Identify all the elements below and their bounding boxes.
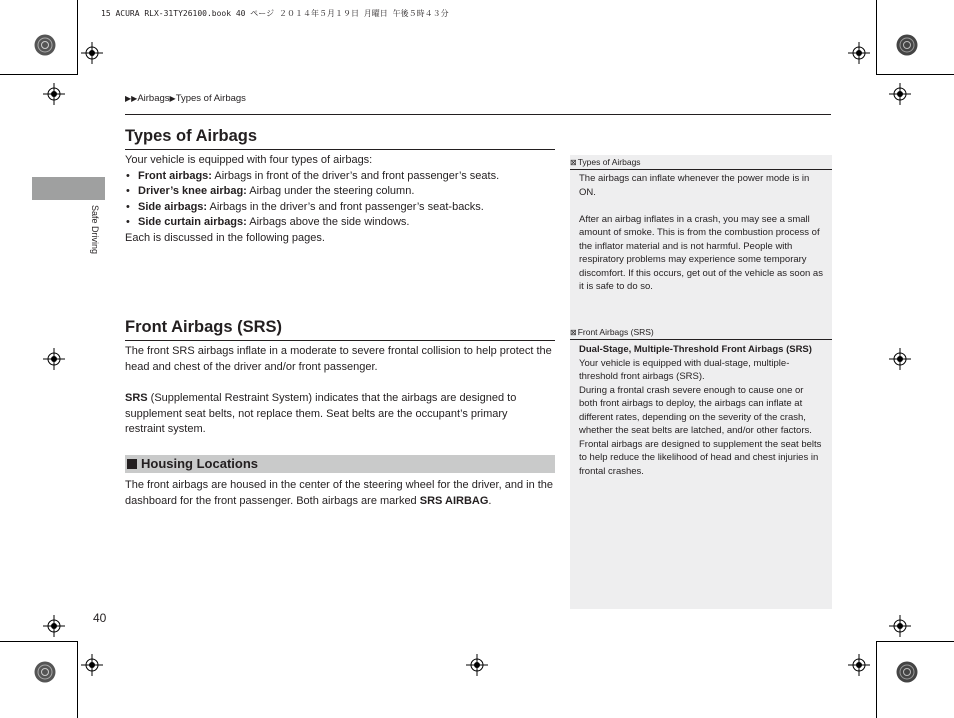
list-item [125, 200, 555, 216]
note-header-text: Front Airbags (SRS) [577, 327, 654, 337]
registration-mark-icon [889, 83, 911, 105]
registration-mark-icon [848, 654, 870, 676]
registration-mark-icon [43, 348, 65, 370]
housing-paragraph [125, 478, 557, 509]
list-item-term: Front airbags: [138, 169, 212, 182]
registration-mark-icon [889, 615, 911, 637]
note-paragraph: During a frontal crash severe enough to cause one or both front airbags to deploy, the airbags can inflate at different rates, depending on the severity of the crash, whether the seat belts are latched, and/or other factors. Frontal airbags are designed to supplement the seat belts to help reduce the likelihood of head and chest injuries in frontal crashes. [579, 384, 822, 477]
section-title-rule [125, 340, 555, 341]
registration-mark-icon [889, 348, 911, 370]
color-rosette-icon [34, 661, 56, 683]
airbag-type-list [125, 169, 555, 231]
registration-mark-icon [43, 83, 65, 105]
section2-p2 [125, 391, 545, 438]
chapter-tab-label: Safe Driving [90, 205, 100, 255]
breadcrumb [125, 93, 246, 104]
section-title-types-of-airbags: Types of Airbags [125, 127, 258, 145]
note-header-front [570, 325, 832, 340]
list-item-term: Driver’s knee airbag: [138, 185, 247, 197]
page-number: 40 [93, 611, 107, 625]
note-header-types [570, 155, 832, 170]
breadcrumb-arrow-icon: ▶ [169, 94, 176, 103]
color-rosette-icon [896, 34, 918, 56]
list-item-text: Airbags above the side windows. [246, 216, 410, 228]
section1-outro: Each is discussed in the following pages. [125, 231, 325, 244]
note-paragraph: The airbags can inflate whenever the power mode is in ON. [579, 173, 810, 198]
section2-p1: The front SRS airbags inflate in a moderate to severe frontal collision to help protect the head and chest of the driver and/or front passenger. [125, 345, 552, 373]
color-rosette-icon [34, 34, 56, 56]
list-item-text: Airbag under the steering column. [246, 185, 415, 197]
registration-mark-icon [466, 654, 488, 676]
chapter-tab[interactable] [32, 177, 105, 200]
note-types-body [579, 172, 824, 294]
reference-arrow-icon: ⊠ [570, 328, 577, 337]
note-paragraph: Your vehicle is equipped with dual-stage, multiple-threshold front airbags (SRS). [579, 357, 790, 382]
header-rule [125, 114, 831, 115]
note-bold-title: Dual-Stage, Multiple-Threshold Front Airbags (SRS) [579, 344, 812, 355]
list-item-text: Airbags in front of the driver’s and front passenger’s seats. [211, 169, 500, 182]
registration-mark-icon [81, 42, 103, 64]
section1-intro: Your vehicle is equipped with four types of airbags: [125, 154, 373, 166]
breadcrumb-link-types[interactable]: Types of Airbags [175, 93, 246, 104]
registration-mark-icon [81, 654, 103, 676]
note-front-body [579, 343, 824, 478]
subsection-heading-housing [125, 455, 555, 473]
srs-airbag-marking: SRS AIRBAG [419, 494, 489, 507]
print-header: 15 ACURA RLX-31TY26100.book 40 ページ ２０１４年５月１９日 月曜日 午後５時４３分 [101, 9, 449, 18]
housing-text-end: . [488, 494, 492, 507]
srs-term: SRS [125, 392, 148, 404]
housing-text: The front airbags are housed in the center of the steering wheel for the driver, and in the dashboard for the front passenger. Both airbags are marked [125, 479, 554, 507]
registration-mark-icon [43, 615, 65, 637]
list-item [125, 215, 555, 231]
square-bullet-icon [127, 459, 137, 469]
note-header-text: Types of Airbags [577, 157, 641, 167]
subsection-heading-text: Housing Locations [141, 456, 258, 471]
reference-arrow-icon: ⊠ [570, 158, 577, 167]
list-item-term: Side curtain airbags: [138, 216, 247, 228]
section1-body [125, 153, 555, 246]
list-item-text: Airbags in the driver’s and front passenger’s seat-backs. [207, 200, 484, 213]
color-rosette-icon [896, 661, 918, 683]
srs-definition: (Supplemental Restraint System) indicates that the airbags are designed to supplement seat belts, not replace them. Seat belts are the occupant’s primary restraint system. [125, 392, 517, 435]
list-item [125, 184, 555, 200]
section-title-rule [125, 149, 555, 150]
breadcrumb-arrow-icon: ▶▶ [125, 94, 138, 103]
list-item-term: Side airbags: [138, 200, 208, 213]
note-paragraph: After an airbag inflates in a crash, you may see a small amount of smoke. This is from the combustion process of the inflator material and is not harmful. People with respiratory problems may experience some temporary discomfort. If this occurs, get out of the vehicle as soon as it is safe to do so. [579, 213, 823, 292]
breadcrumb-link-airbags[interactable]: Airbags [137, 93, 170, 104]
list-item [125, 169, 555, 185]
section-title-front-airbags: Front Airbags (SRS) [125, 318, 283, 336]
registration-mark-icon [848, 42, 870, 64]
